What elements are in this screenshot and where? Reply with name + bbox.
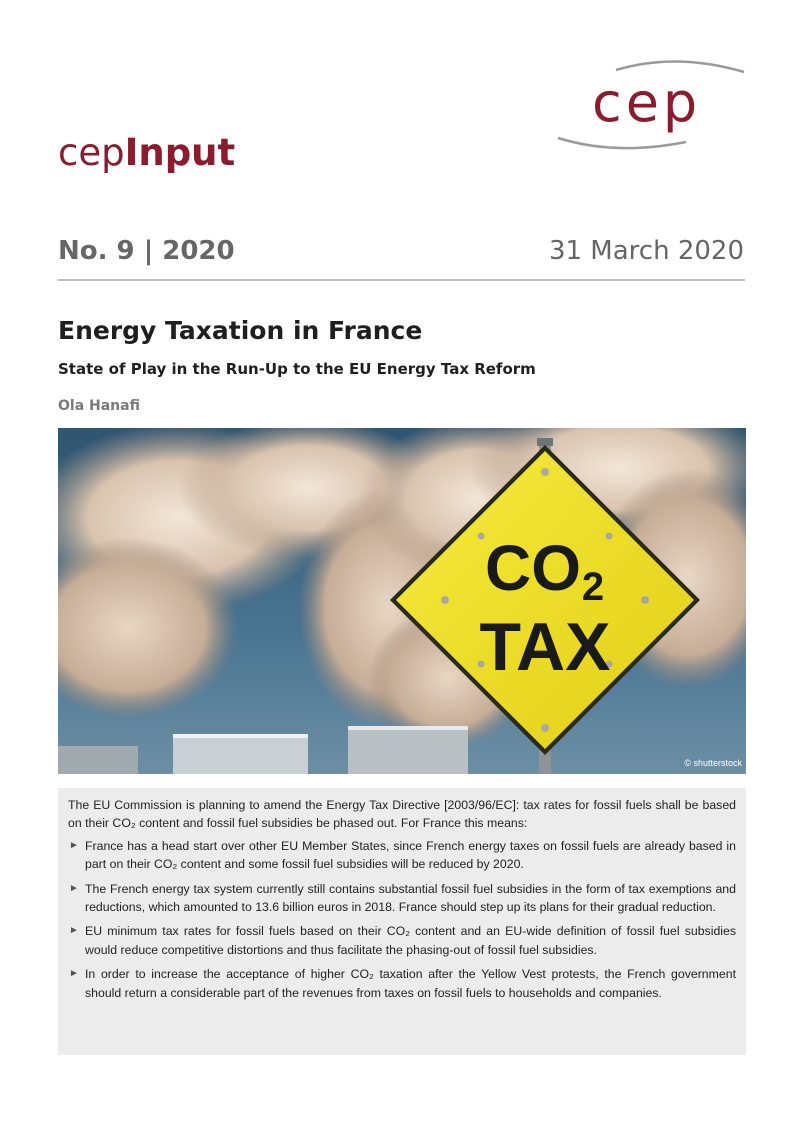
list-item — [68, 837, 736, 874]
author-name: Ola Hanafi — [58, 398, 140, 414]
list-item-text: In order to increase the acceptance of higher CO₂ taxation after the Yellow Vest protests, the French government should return a considerable part of the revenues from taxes on fossil fuels to households and companies. — [85, 967, 736, 1000]
issue-number: No. 9 | 2020 — [58, 236, 235, 266]
cep-logo — [556, 58, 746, 158]
series-prefix: cep — [58, 131, 125, 174]
image-credit: © shutterstock — [684, 758, 742, 768]
list-item-text: EU minimum tax rates for fossil fuels based on their CO₂ content and an EU-wide definition of fossil fuel subsidies would reduce competitive distortions and thus facilitate the phasing-out of fossil fuel subsidies. — [85, 924, 736, 957]
list-item-text: France has a head start over other EU Member States, since French energy taxes on fossil fuels are already based in part on their CO₂ content and some fossil fuel subsidies will be reduced by 2020. — [85, 838, 736, 872]
header-divider — [58, 279, 745, 281]
list-item — [68, 880, 736, 917]
list-item-text: The French energy tax system currently still contains substantial fossil fuel subsidies in the form of tax exemptions and reductions, which amounted to 13.6 billion euros in 2018. France should step up its plans for their gradual reduction. — [85, 881, 736, 915]
series-name — [58, 131, 236, 174]
sign-co-text: CO — [485, 532, 581, 604]
triangle-bullet-icon: ► — [69, 839, 79, 851]
logo-wordmark: cep — [592, 71, 702, 134]
summary-intro: The EU Commission is planning to amend the Energy Tax Directive [2003/96/EC]: tax rates for fossil fuels shall be based on their CO₂ content and fossil fuel subsidies be phased out. For France this means: — [68, 798, 736, 831]
summary-box — [58, 788, 746, 1055]
list-item — [68, 922, 736, 959]
list-item — [68, 965, 736, 1002]
triangle-bullet-icon: ► — [69, 925, 79, 937]
page-subtitle: State of Play in the Run-Up to the EU Energy Tax Reform — [58, 360, 536, 378]
page-title: Energy Taxation in France — [58, 316, 423, 345]
cover-image — [58, 428, 746, 774]
sign-subscript-text: 2 — [581, 565, 605, 609]
triangle-bullet-icon: ► — [69, 882, 79, 894]
triangle-bullet-icon: ► — [69, 968, 79, 980]
co2-tax-illustration — [58, 428, 746, 774]
summary-list — [68, 837, 736, 1002]
issue-date: 31 March 2020 — [548, 236, 744, 266]
sign-tax-text: TAX — [479, 609, 611, 685]
series-label: Input — [124, 131, 236, 174]
